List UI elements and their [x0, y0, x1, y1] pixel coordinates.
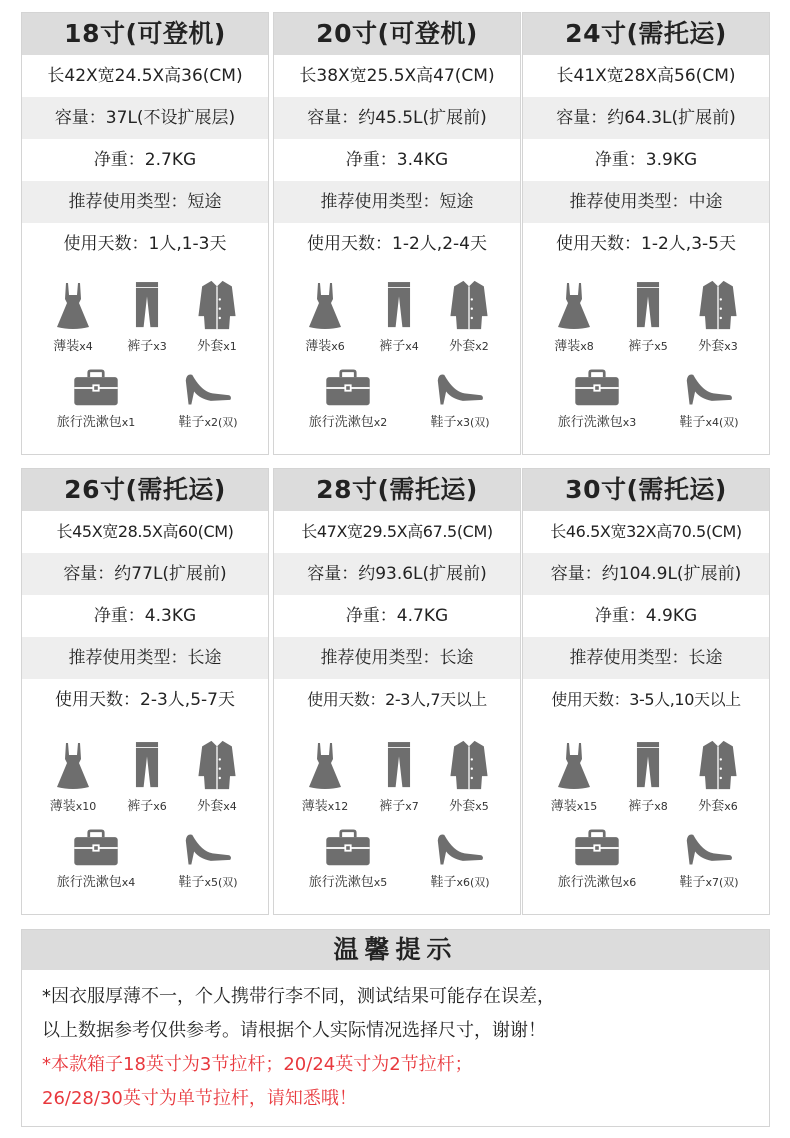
card-usage-days: 使用天数：1-2人,3-5天 — [556, 234, 736, 254]
toiletry-bag-icon — [573, 829, 621, 867]
card-usage-days: 使用天数：1-2人,2-4天 — [307, 234, 487, 254]
card-capacity: 容量：37L(不设扩展层) — [22, 97, 268, 139]
item-shoes — [410, 825, 510, 890]
toiletry-bag-icon — [573, 369, 621, 407]
toiletry-bag-icon — [324, 369, 372, 407]
size-card-30 — [522, 468, 770, 915]
card-usage-days: 使用天数：1人,1-3天 — [63, 234, 227, 254]
item-quantity: x5 — [654, 340, 668, 353]
card-dimensions: 长42X宽24.5X高36(CM) — [47, 66, 243, 86]
item-quantity: x2(双) — [204, 416, 238, 429]
dress-icon — [53, 281, 93, 331]
card-trip-type: 推荐使用类型：长途 — [523, 637, 769, 679]
item-label: 旅行洗漱包 — [308, 415, 374, 430]
item-quantity: x8 — [654, 800, 668, 813]
pants-icon — [130, 279, 164, 331]
item-thin-clothes — [34, 741, 112, 814]
card-title: 28寸(需托运) — [274, 469, 520, 511]
size-card-24 — [522, 12, 770, 455]
notice-title: 温馨提示 — [22, 930, 769, 970]
item-pants — [108, 739, 186, 814]
card-weight: 净重：2.7KG — [93, 150, 197, 170]
card-capacity: 容量：约64.3L(扩展前) — [523, 97, 769, 139]
card-title: 26寸(需托运) — [22, 469, 268, 511]
item-label: 旅行洗漱包 — [557, 875, 623, 890]
item-label: 薄装 — [301, 799, 328, 814]
toiletry-bag-icon — [324, 829, 372, 867]
item-label: 旅行洗漱包 — [308, 875, 374, 890]
card-title: 30寸(需托运) — [523, 469, 769, 511]
toiletry-bag-icon — [72, 829, 120, 867]
card-dimensions: 长47X宽29.5X高67.5(CM) — [301, 522, 493, 541]
high-heel-shoe-icon — [183, 365, 233, 407]
item-thin-clothes — [286, 281, 364, 354]
item-label: 裤子 — [628, 339, 655, 354]
dress-icon — [554, 741, 594, 791]
pants-icon — [130, 739, 164, 791]
item-thin-clothes — [286, 741, 364, 814]
high-heel-shoe-icon — [183, 825, 233, 867]
item-shoes — [158, 365, 258, 430]
item-pants — [360, 279, 438, 354]
pants-icon — [382, 279, 416, 331]
item-quantity: x10 — [75, 800, 97, 813]
item-quantity: x3 — [153, 340, 167, 353]
item-label: 外套 — [698, 339, 725, 354]
packing-items — [22, 265, 268, 455]
item-quantity: x7 — [405, 800, 419, 813]
card-capacity: 容量：约93.6L(扩展前) — [274, 553, 520, 595]
card-trip-type: 推荐使用类型：长途 — [274, 637, 520, 679]
item-quantity: x3(双) — [456, 416, 490, 429]
card-weight: 净重：4.7KG — [345, 606, 449, 626]
item-toiletry-bag — [298, 829, 398, 890]
item-quantity: x8 — [580, 340, 594, 353]
item-label: 薄装 — [49, 799, 76, 814]
notice-line: *因衣服厚薄不一，个人携带行李不同，测试结果可能存在误差， — [42, 986, 555, 1007]
item-quantity: x2 — [373, 416, 388, 429]
packing-items — [22, 721, 268, 915]
item-coat — [430, 739, 508, 814]
item-quantity: x3 — [724, 340, 738, 353]
card-trip-type: 推荐使用类型：短途 — [22, 181, 268, 223]
pants-icon — [631, 739, 665, 791]
notice-warning-line: 26/28/30英寸为单节拉杆，请知悉哦！ — [42, 1088, 357, 1109]
item-coat — [178, 279, 256, 354]
size-card-28 — [273, 468, 521, 915]
item-pants — [108, 279, 186, 354]
card-weight: 净重：4.3KG — [93, 606, 197, 626]
item-quantity: x15 — [576, 800, 598, 813]
item-toiletry-bag — [547, 829, 647, 890]
item-label: 外套 — [449, 339, 476, 354]
item-label: 裤子 — [379, 339, 406, 354]
item-label: 薄装 — [53, 339, 80, 354]
item-thin-clothes — [535, 281, 613, 354]
item-label: 旅行洗漱包 — [56, 415, 122, 430]
dress-icon — [554, 281, 594, 331]
toiletry-bag-icon — [72, 369, 120, 407]
notice-warning-line: *本款箱子18英寸为3节拉杆；20/24英寸为2节拉杆； — [42, 1054, 473, 1075]
coat-icon — [448, 279, 490, 331]
item-label: 薄装 — [554, 339, 581, 354]
item-pants — [609, 279, 687, 354]
item-quantity: x6 — [622, 876, 637, 889]
dress-icon — [53, 741, 93, 791]
card-weight: 净重：3.4KG — [345, 150, 449, 170]
card-dimensions: 长38X宽25.5X高47(CM) — [299, 66, 495, 86]
high-heel-shoe-icon — [684, 825, 734, 867]
packing-items — [274, 721, 520, 915]
item-thin-clothes — [535, 741, 613, 814]
item-coat — [679, 279, 757, 354]
item-label: 鞋子 — [430, 875, 457, 890]
item-label: 裤子 — [127, 799, 154, 814]
card-trip-type: 推荐使用类型：中途 — [523, 181, 769, 223]
item-quantity: x1 — [223, 340, 237, 353]
item-coat — [178, 739, 256, 814]
card-title: 24寸(需托运) — [523, 13, 769, 55]
card-weight: 净重：4.9KG — [594, 606, 698, 626]
notice-line: 以上数据参考仅供参考。请根据个人实际情况选择尺寸，谢谢！ — [42, 1020, 546, 1041]
item-shoes — [158, 825, 258, 890]
item-label: 外套 — [197, 799, 224, 814]
item-quantity: x6 — [724, 800, 738, 813]
card-capacity: 容量：约104.9L(扩展前) — [523, 553, 769, 595]
item-quantity: x4 — [121, 876, 136, 889]
item-label: 鞋子 — [178, 875, 205, 890]
item-quantity: x4 — [405, 340, 419, 353]
item-label: 鞋子 — [430, 415, 457, 430]
item-quantity: x4(双) — [705, 416, 739, 429]
item-label: 外套 — [197, 339, 224, 354]
card-usage-days: 使用天数：2-3人,7天以上 — [307, 690, 487, 709]
item-label: 裤子 — [379, 799, 406, 814]
card-trip-type: 推荐使用类型：短途 — [274, 181, 520, 223]
card-capacity: 容量：约77L(扩展前) — [22, 553, 268, 595]
pants-icon — [382, 739, 416, 791]
card-weight: 净重：3.9KG — [594, 150, 698, 170]
item-toiletry-bag — [298, 369, 398, 430]
card-capacity: 容量：约45.5L(扩展前) — [274, 97, 520, 139]
size-card-20 — [273, 12, 521, 455]
item-quantity: x5 — [475, 800, 489, 813]
item-coat — [679, 739, 757, 814]
item-quantity: x6 — [153, 800, 167, 813]
item-label: 旅行洗漱包 — [557, 415, 623, 430]
item-quantity: x5 — [373, 876, 388, 889]
size-card-18 — [21, 12, 269, 455]
notice-box — [21, 929, 770, 1127]
item-label: 薄装 — [305, 339, 332, 354]
item-quantity: x1 — [121, 416, 136, 429]
item-label: 旅行洗漱包 — [56, 875, 122, 890]
packing-items — [523, 265, 769, 455]
card-dimensions: 长46.5X宽32X高70.5(CM) — [550, 522, 742, 541]
item-label: 裤子 — [127, 339, 154, 354]
item-quantity: x4 — [79, 340, 93, 353]
card-title: 18寸(可登机) — [22, 13, 268, 55]
card-trip-type: 推荐使用类型：长途 — [22, 637, 268, 679]
item-quantity: x6 — [331, 340, 345, 353]
card-usage-days: 使用天数：3-5人,10天以上 — [551, 690, 741, 709]
packing-items — [523, 721, 769, 915]
item-label: 薄装 — [550, 799, 577, 814]
high-heel-shoe-icon — [684, 365, 734, 407]
item-toiletry-bag — [547, 369, 647, 430]
packing-items — [274, 265, 520, 455]
item-quantity: x6(双) — [456, 876, 490, 889]
card-usage-days: 使用天数：2-3人,5-7天 — [55, 690, 235, 710]
coat-icon — [697, 739, 739, 791]
item-quantity: x2 — [475, 340, 489, 353]
card-dimensions: 长41X宽28X高56(CM) — [556, 66, 736, 86]
item-label: 鞋子 — [679, 875, 706, 890]
item-label: 鞋子 — [679, 415, 706, 430]
item-quantity: x7(双) — [705, 876, 739, 889]
item-quantity: x12 — [327, 800, 349, 813]
item-shoes — [659, 365, 759, 430]
item-label: 裤子 — [628, 799, 655, 814]
item-quantity: x5(双) — [204, 876, 238, 889]
item-thin-clothes — [34, 281, 112, 354]
card-title: 20寸(可登机) — [274, 13, 520, 55]
item-label: 鞋子 — [178, 415, 205, 430]
item-shoes — [410, 365, 510, 430]
item-quantity: x4 — [223, 800, 237, 813]
coat-icon — [196, 739, 238, 791]
coat-icon — [697, 279, 739, 331]
coat-icon — [448, 739, 490, 791]
item-toiletry-bag — [46, 369, 146, 430]
item-shoes — [659, 825, 759, 890]
coat-icon — [196, 279, 238, 331]
dress-icon — [305, 281, 345, 331]
item-quantity: x3 — [622, 416, 637, 429]
high-heel-shoe-icon — [435, 825, 485, 867]
size-card-26 — [21, 468, 269, 915]
item-pants — [360, 739, 438, 814]
item-toiletry-bag — [46, 829, 146, 890]
dress-icon — [305, 741, 345, 791]
item-label: 外套 — [449, 799, 476, 814]
card-dimensions: 长45X宽28.5X高60(CM) — [56, 522, 234, 541]
item-label: 外套 — [698, 799, 725, 814]
item-coat — [430, 279, 508, 354]
pants-icon — [631, 279, 665, 331]
high-heel-shoe-icon — [435, 365, 485, 407]
item-pants — [609, 739, 687, 814]
